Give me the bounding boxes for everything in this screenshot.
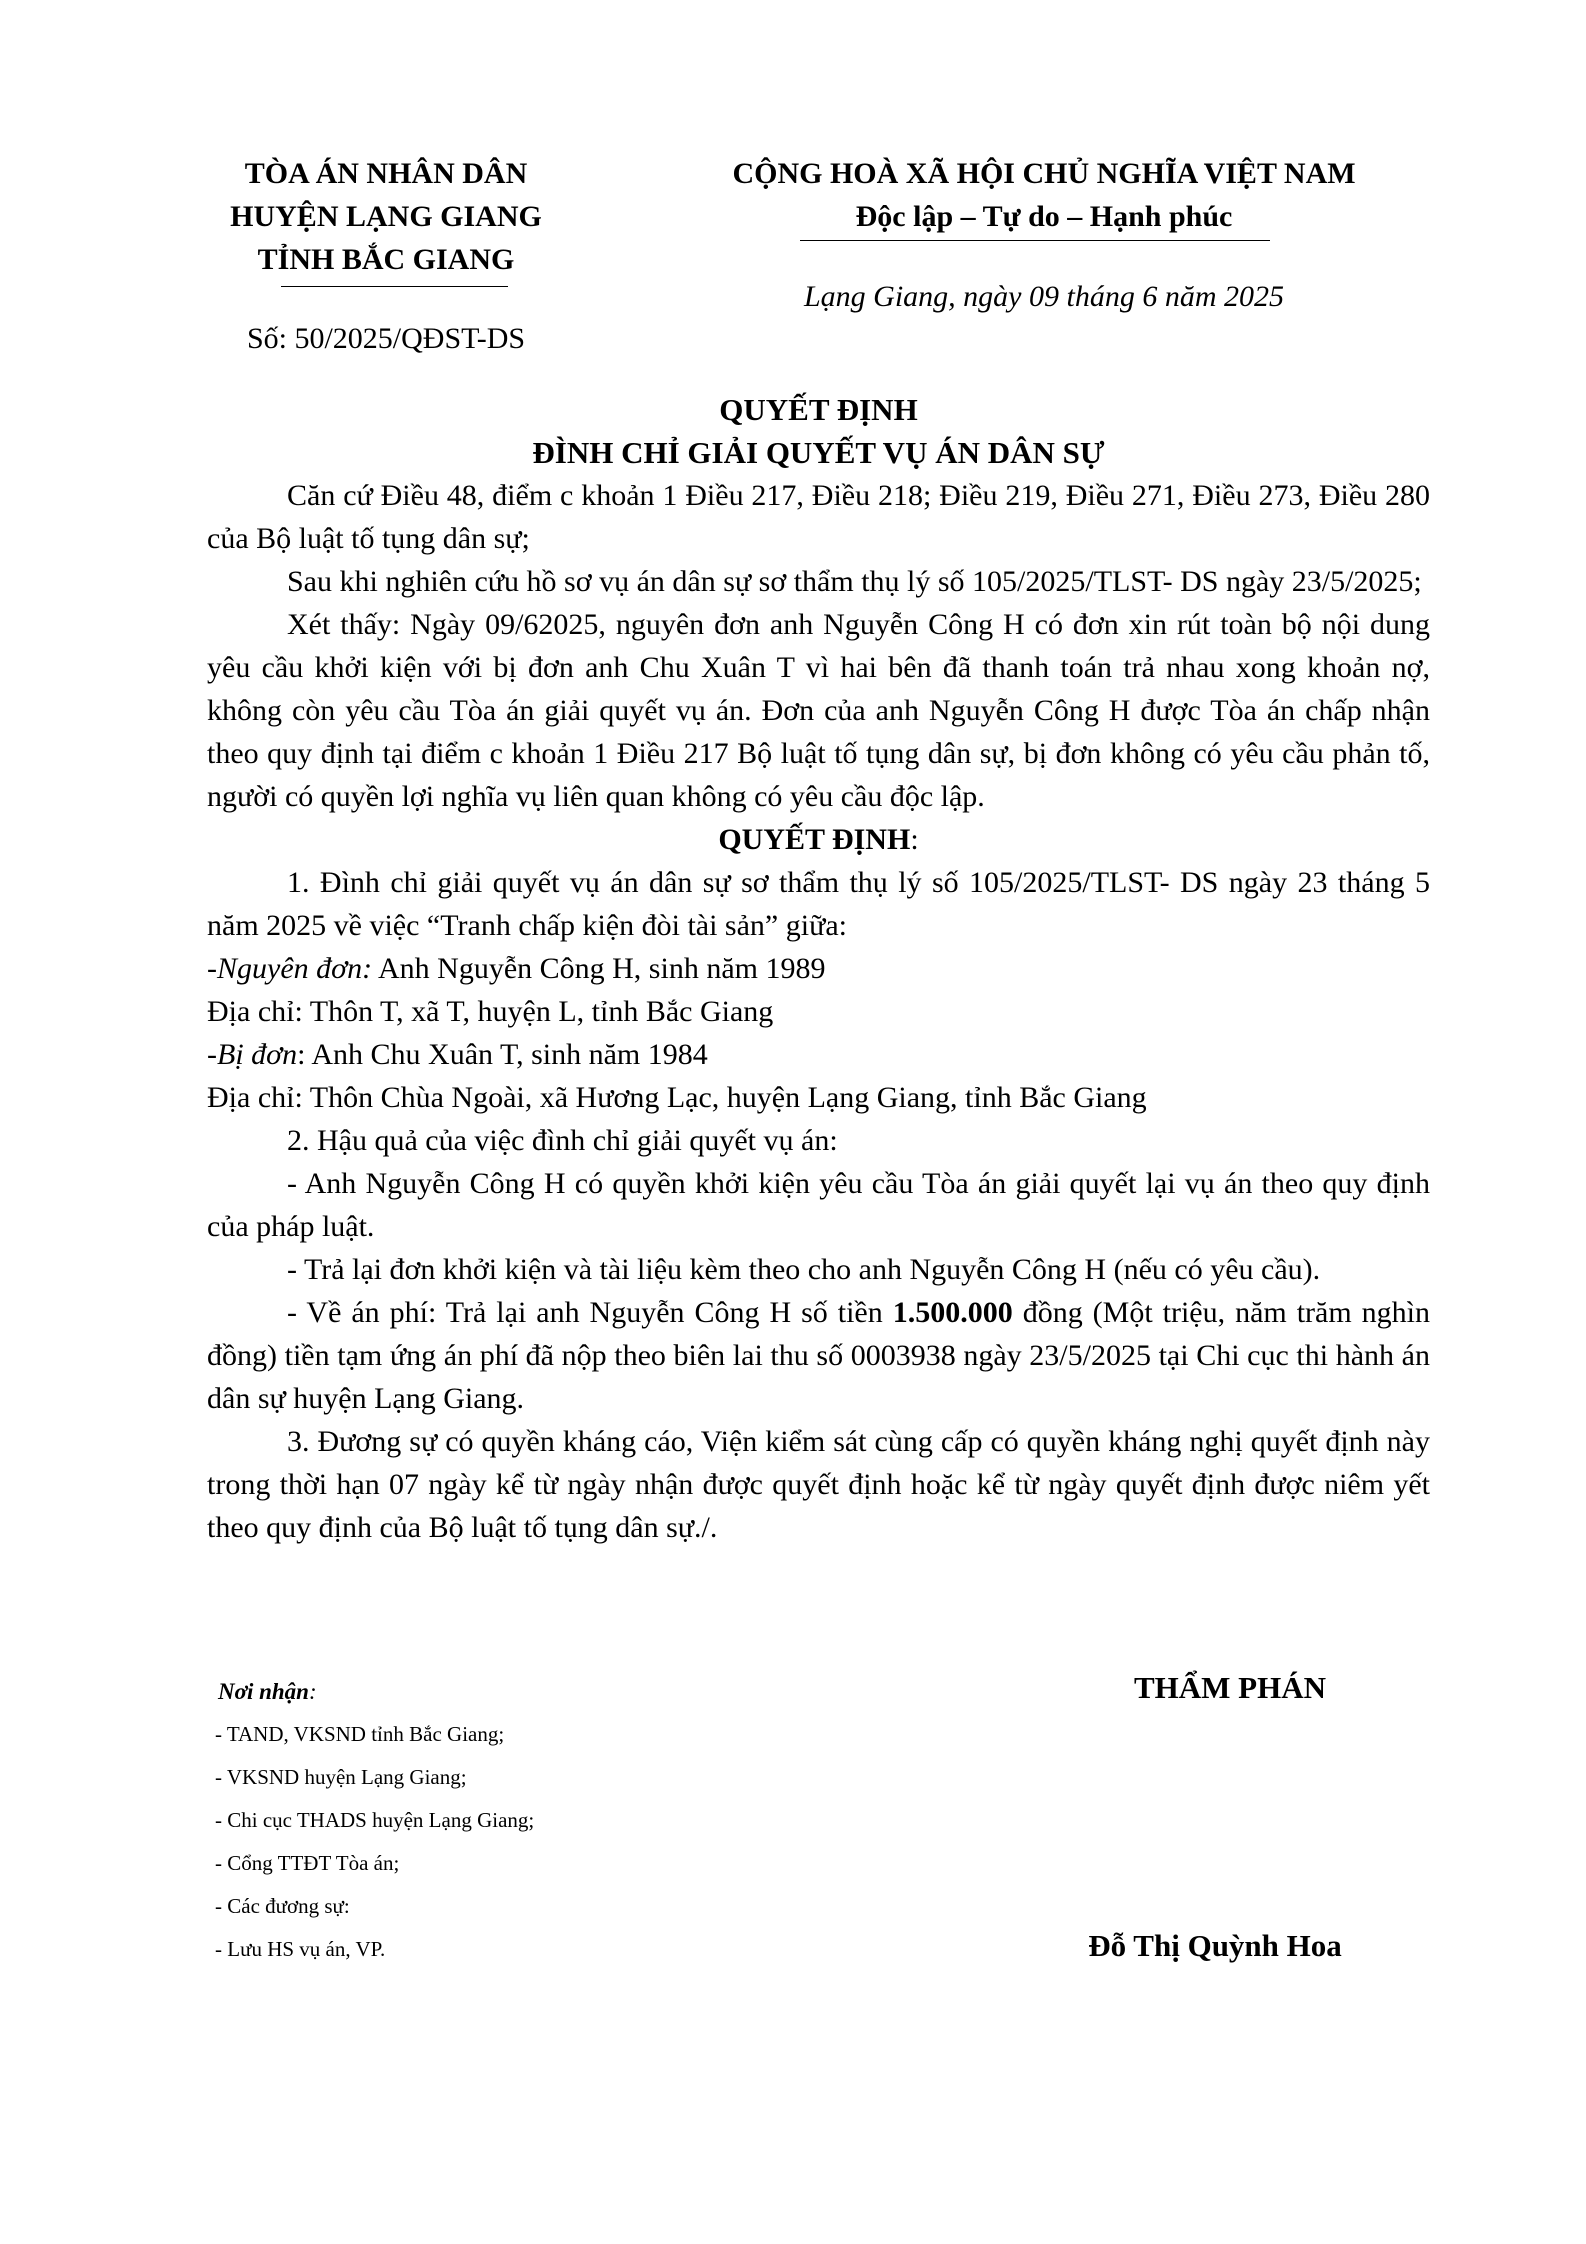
document-title (207, 388, 1430, 474)
country-name: CỘNG HOÀ XÃ HỘI CHỦ NGHĨA VIỆT NAM (732, 157, 1356, 190)
title-line-1: QUYẾT ĐỊNH (719, 392, 918, 427)
recipients (215, 1670, 534, 1971)
place-date: Lạng Giang, ngày 09 tháng 6 năm 2025 (804, 280, 1284, 313)
item-2a: - Anh Nguyễn Công H có quyền khởi kiện yêu cầu Tòa án giải quyết lại vụ án theo quy định của pháp luật. (207, 1167, 1430, 1243)
court-name: TÒA ÁN NHÂN DÂN (244, 157, 528, 190)
decision-number: Số: 50/2025/QĐST-DS (246, 322, 526, 355)
item-2c: - Về án phí: Trả lại anh Nguyễn Công H số tiền 1.500.000 đồng (Một triệu, năm trăm nghìn đồng) tiền tạm ứng án phí đã nộp theo biên lai thu số 0003938 ngày 23/5/2025 tại Chi cục thi hành án dân sự huyện Lạng Giang. (207, 1296, 1430, 1415)
recipient-item: - Cổng TTĐT Tòa án; (215, 1851, 400, 1875)
title-line-2: ĐÌNH CHỈ GIẢI QUYẾT VỤ ÁN DÂN SỰ (532, 435, 1105, 470)
item-3: 3. Đương sự có quyền kháng cáo, Viện kiểm sát cùng cấp có quyền kháng nghị quyết định này trong thời hạn 07 ngày kể từ ngày nhận được quyết định hoặc kể từ ngày quyết định được niêm yết theo quy định của Bộ luật tố tụng dân sự./. (207, 1425, 1430, 1544)
recipient-item: - TAND, VKSND tỉnh Bắc Giang; (215, 1722, 505, 1746)
recipient-item: - VKSND huyện Lạng Giang; (215, 1765, 467, 1789)
recipient-item: - Chi cục THADS huyện Lạng Giang; (215, 1808, 535, 1832)
plaintiff-address: Địa chỉ: Thôn T, xã T, huyện L, tỉnh Bắc Giang (207, 995, 774, 1028)
court-header (186, 152, 586, 281)
findings: Xét thấy: Ngày 09/62025, nguyên đơn anh Nguyễn Công H có đơn xin rút toàn bộ nội dung yêu cầu khởi kiện với bị đơn anh Chu Xuân T vì hai bên đã thanh toán trả nhau xong khoản nợ, không còn yêu cầu Tòa án giải quyết vụ án. Đơn của anh Nguyễn Công H được Tòa án chấp nhận theo quy định tại điểm c khoản 1 Điều 217 Bộ luật tố tụng dân sự, bị đơn không có yêu cầu phản tố, người có quyền lợi nghĩa vụ liên quan không có yêu cầu độc lập. (207, 608, 1430, 813)
signer-title: THẨM PHÁN (1133, 1670, 1326, 1705)
recipients-label: Nơi nhận: (218, 1679, 317, 1704)
signer-name: Đỗ Thị Quỳnh Hoa (1088, 1928, 1342, 1963)
defendant-address: Địa chỉ: Thôn Chùa Ngoài, xã Hương Lạc, huyện Lạng Giang, tỉnh Bắc Giang (207, 1081, 1147, 1114)
recipient-item: - Lưu HS vụ án, VP. (215, 1937, 386, 1961)
defendant: -Bị đơn: Anh Chu Xuân T, sinh năm 1984 (207, 1038, 708, 1071)
court-province: TỈNH BẮC GIANG (257, 243, 515, 276)
court-district: HUYỆN LẠNG GIANG (230, 200, 542, 233)
case-review: Sau khi nghiên cứu hồ sơ vụ án dân sự sơ thẩm thụ lý số 105/2025/TLST- DS ngày 23/5/2025; (287, 565, 1422, 598)
decision-heading: QUYẾT ĐỊNH: (718, 823, 919, 856)
item-2: 2. Hậu quả của việc đình chỉ giải quyết vụ án: (287, 1124, 838, 1157)
legal-basis: Căn cứ Điều 48, điểm c khoản 1 Điều 217, Điều 218; Điều 219, Điều 271, Điều 273, Điều 280 của Bộ luật tố tụng dân sự; (207, 479, 1430, 555)
fee-amount: 1.500.000 (892, 1296, 1013, 1329)
header-right-rule (800, 240, 1270, 241)
plaintiff: -Nguyên đơn: Anh Nguyễn Công H, sinh năm 1989 (207, 952, 826, 985)
document-body (207, 474, 1430, 1549)
item-2b: - Trả lại đơn khởi kiện và tài liệu kèm theo cho anh Nguyễn Công H (nếu có yêu cầu). (287, 1253, 1321, 1286)
item-1: 1. Đình chỉ giải quyết vụ án dân sự sơ thẩm thụ lý số 105/2025/TLST- DS ngày 23 tháng 5 năm 2025 về việc “Tranh chấp kiện đòi tài sản” giữa: (207, 866, 1430, 942)
motto: Độc lập – Tự do – Hạnh phúc (855, 200, 1233, 233)
recipient-item: - Các đương sự: (215, 1894, 350, 1918)
header-left-rule (281, 286, 508, 287)
national-header (644, 152, 1444, 238)
